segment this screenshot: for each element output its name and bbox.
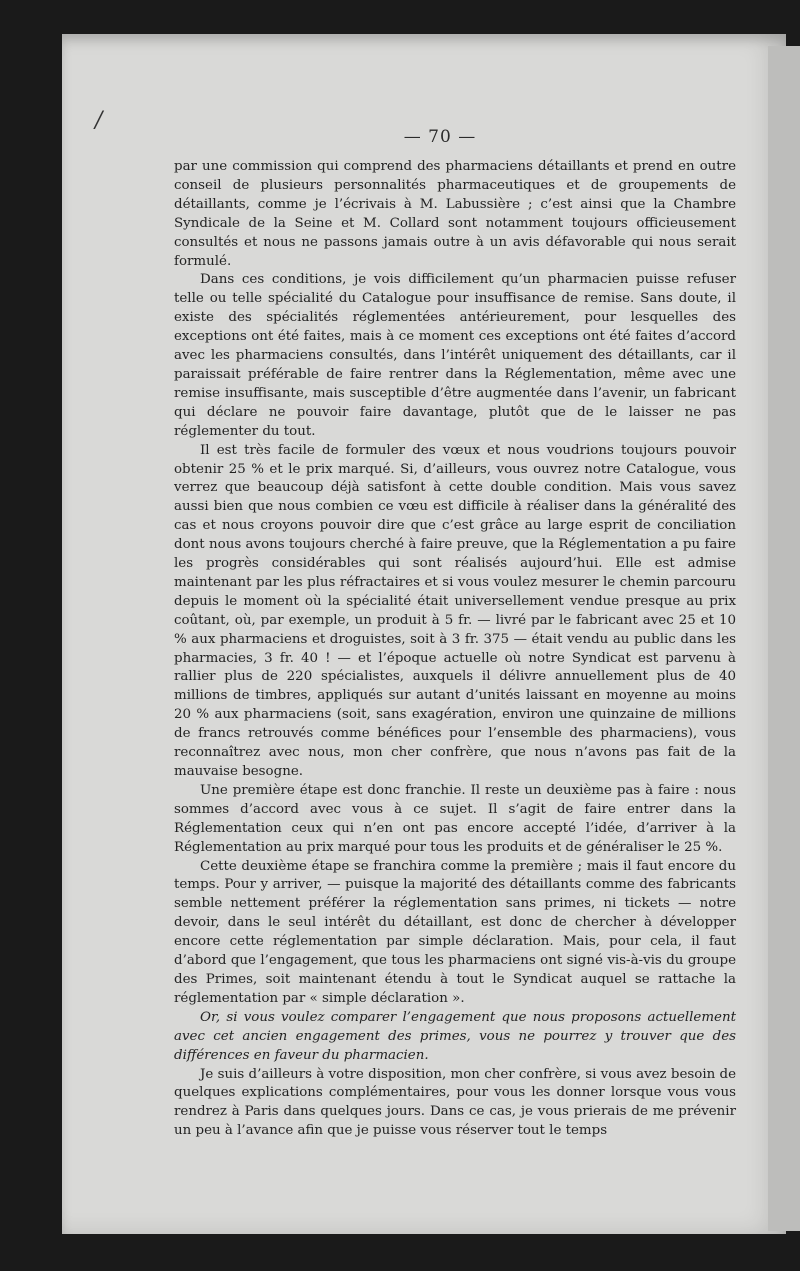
margin-mark: / <box>95 108 103 133</box>
paragraph-4: Une première étape est donc franchie. Il reste un deuxième pas à faire : nous sommes d’accord avec vous à ce sujet. Il s’agit de faire entrer dans la Réglementation ceux qui n’en ont pas encore accepté l’idée, d’arriver à la Réglementation au prix marqué pour tous les produits et de généraliser le 25 %. <box>174 782 736 855</box>
paragraph-1: par une commission qui comprend des pharmaciens détaillants et prend en outre conseil de plusieurs personnalités pharmaceutiques et de groupements de détaillants, comme je l’écrivais à M. Labussière ; c’est ainsi que la Chambre Syndicale de la Seine et M. Collard sont notamment toujours officieusement consultés et nous ne passons jamais outre à un avis défavorable qui nous serait formulé. <box>174 159 736 269</box>
page-number: — 70 — <box>403 127 477 147</box>
page-edge <box>768 46 800 1231</box>
paragraph-7: Je suis d’ailleurs à votre disposition, mon cher confrère, si vous avez besoin de quelques explications complémentaires, pour vous les donner lorsque vous vous rendrez à Paris dans quelques jours. Dans ce cas, je vous prierais de me prévenir un peu à l’avance afin que je puisse vous réserver tout le temps <box>174 1066 736 1139</box>
paragraph-2: Dans ces conditions, je vois difficilement qu’un pharmacien puisse refuser telle ou telle spécialité du Catalogue pour insuffisance de remise. Sans doute, il existe des spécialités réglementées antérieurement, pour lesquelles des exceptions ont été faites, mais à ce moment ces exceptions ont été faites d’accord avec les pharmaciens consultés, dans l’intérêt uniquement des détaillants, car il paraissait préférable de faire rentrer dans la Réglementation, même avec une remise insuffisante, mais susceptible d’être augmentée dans l’avenir, un fabricant qui déclare ne pouvoir faire davantage, plutôt que de le laisser ne pas réglementer du tout. <box>174 272 736 439</box>
paragraph-6-italic: Or, si vous voulez comparer l’engagement que nous proposons actuellement avec cet ancien engagement des primes, vous ne pourrez y trouver que des différences en faveur du pharmacien. <box>174 1009 736 1063</box>
paragraph-3: Il est très facile de formuler des vœux et nous voudrions toujours pouvoir obtenir 25 % et le prix marqué. Si, d’ailleurs, vous ouvrez notre Catalogue, vous verrez que beaucoup déjà satisfont à cette double condition. Mais vous savez aussi bien que nous combien ce vœu est difficile à réaliser dans la généralité des cas et nous croyons pouvoir dire que c’est grâce au large esprit de conciliation dont nous avons toujours cherché à faire preuve, que la Réglementation a pu faire les progrès considérables qui sont réalisés aujourd’hui. Elle est admise maintenant par les plus réfractaires et si vous voulez mesurer le chemin parcouru depuis le moment où la spécialité était universellement vendue presque au prix coûtant, où, par exemple, un produit à 5 fr. — livré par le fabricant avec 25 et 10 % aux pharmaciens et droguistes, soit à 3 fr. 375 — était vendu au public dans les pharmacies, 3 fr. 40 ! — et l’époque actuelle où notre Syndicat est parvenu à rallier plus de 220 spécialistes, auxquels il délivre annuellement plus de 40 millions de timbres, appliqués sur autant d’unités laissant en moyenne au moins 20 % aux pharmaciens (soit, sans exagération, environ une quinzaine de millions de francs retrouvés comme bénéfices pour l’ensemble des pharmaciens), vous reconnaîtrez avec nous, mon cher confrère, que nous n’avons pas fait de la mauvaise besogne. <box>174 442 736 779</box>
paragraph-5: Cette deuxième étape se franchira comme la première ; mais il faut encore du temps. Pour y arriver, — puisque la majorité des détaillants comme des fabricants semble nettement préférer la réglementation sans primes, ni tickets — notre devoir, dans le seul intérêt du détaillant, est donc de chercher à développer encore cette réglementation par simple déclaration. Mais, pour cela, il faut d’abord que l’engagement, que tous les pharmaciens ont signé vis-à-vis du groupe des Primes, soit maintenant étendu à tout le Syndicat auquel se rattache la réglementation par « simple déclaration ». <box>174 858 736 1006</box>
body-text <box>174 158 736 1141</box>
